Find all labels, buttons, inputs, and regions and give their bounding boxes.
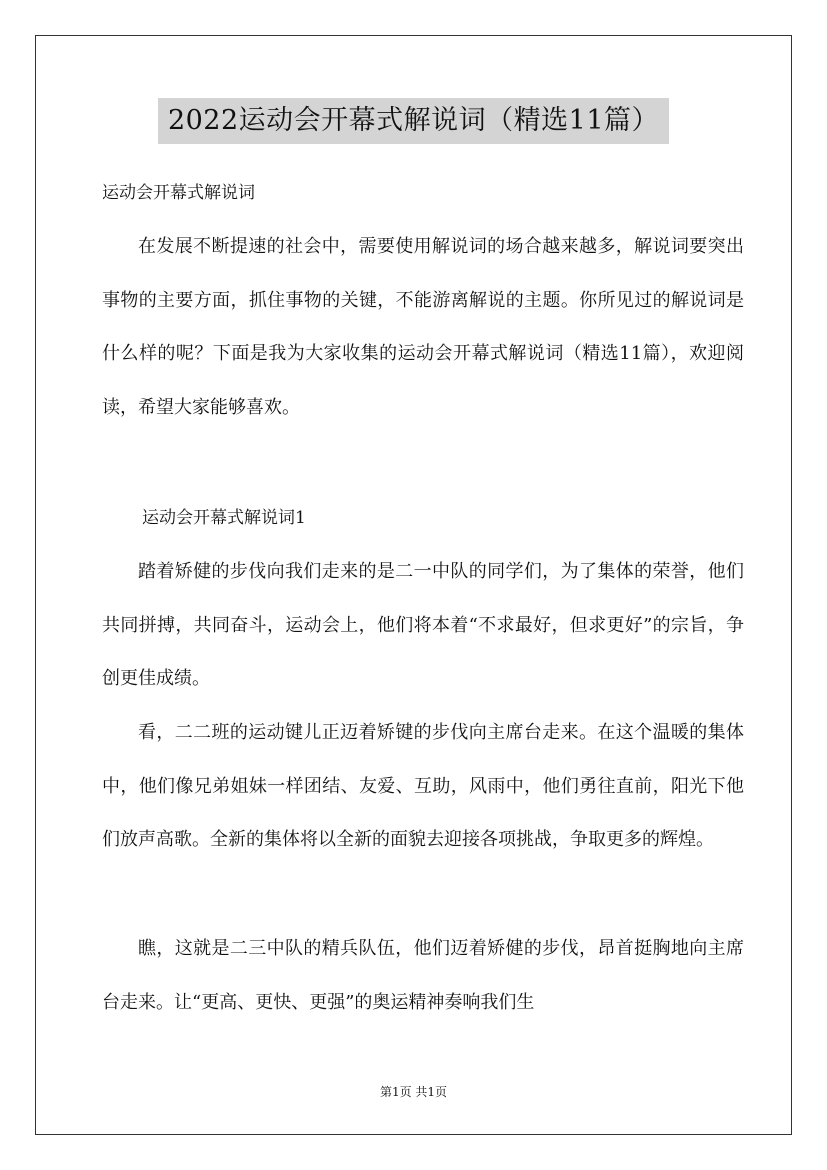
section-heading: 运动会开幕式解说词1 — [142, 508, 306, 528]
page-footer: 第1页 共1页 — [379, 1085, 448, 1099]
document-title: 2022运动会开幕式解说词（精选11篇） — [158, 98, 669, 144]
document-subtitle: 运动会开幕式解说词 — [102, 183, 255, 203]
body-paragraph-3: 瞧，这就是二三中队的精兵队伍，他们迈着矫健的步伐，昂首挺胸地向主席台走来。让“更高、更快、更强”的奥运精神奏响我们生 — [102, 938, 744, 1013]
intro-paragraph: 在发展不断提速的社会中，需要使用解说词的场合越来越多，解说词要突出事物的主要方面，抓住事物的关键，不能游离解说的主题。你所见过的解说词是什么样的呢？下面是我为大家收集的运动会开幕式解说词（精选11篇），欢迎阅读，希望大家能够喜欢。 — [102, 236, 744, 418]
body-paragraph-2: 看，二二班的运动键儿正迈着矫键的步伐向主席台走来。在这个温暖的集体中，他们像兄弟姐妹一样团结、友爱、互助，风雨中，他们勇往直前，阳光下他们放声高歌。全新的集体将以全新的面貌去迎接各项挑战，争取更多的辉煌。 — [102, 722, 744, 850]
body-paragraph-1: 踏着矫健的步伐向我们走来的是二一中队的同学们，为了集体的荣誉，他们共同拼搏，共同奋斗，运动会上，他们将本着“不求最好，但求更好”的宗旨，争创更佳成绩。 — [102, 561, 744, 689]
title-container — [0, 98, 827, 144]
